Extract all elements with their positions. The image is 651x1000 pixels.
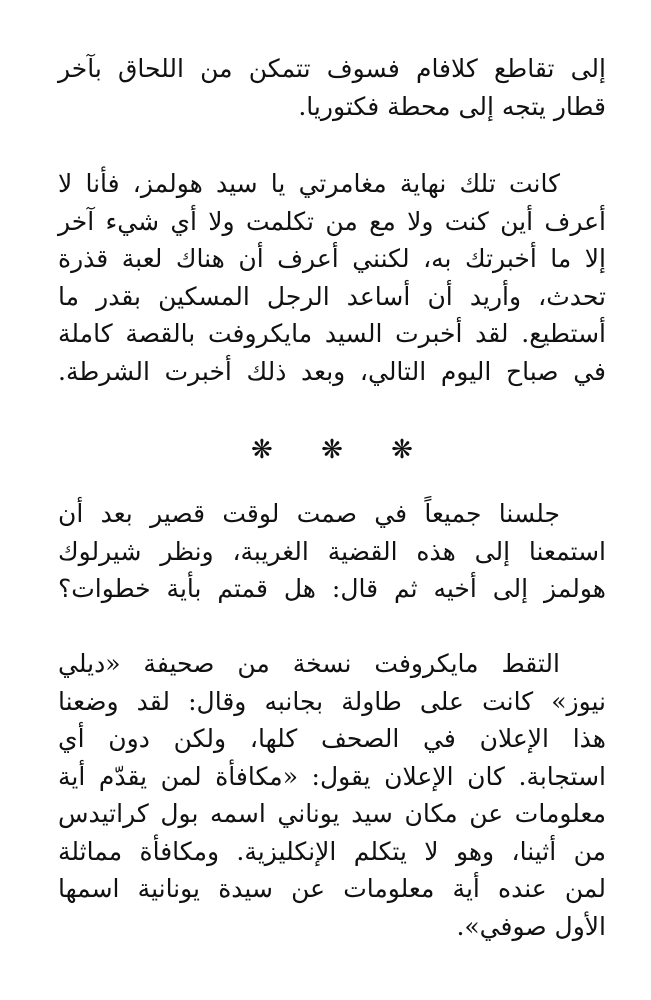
- text-line: التقط مايكروفت نسخة من صحيفة «ديلي: [58, 649, 560, 678]
- text-line: استجابة. كان الإعلان يقول: «مكافأة لمن يقدّم أية: [58, 761, 606, 791]
- paragraph-1: [58, 50, 606, 125]
- text-line: أستطيع. لقد أخبرت السيد مايكروفت بالقصة كاملة: [58, 319, 606, 348]
- text-line: هولمز إلى أخيه ثم قال: هل قمتم بأية خطوات؟: [58, 574, 606, 603]
- section-separator: ❋ ❋ ❋: [251, 435, 433, 465]
- text-line: معلومات عن مكان سيد يوناني اسمه بول كراتيدس: [58, 799, 606, 828]
- text-line: استمعنا إلى هذه القضية الغريبة، ونظر شيرلوك: [58, 536, 606, 566]
- text-line: نيوز» كانت على طاولة بجانبه وقال: لقد وضعنا: [58, 686, 606, 716]
- text-line: إلا ما أخبرتك به، لكنني أعرف أن هناك لعبة قذرة: [58, 244, 606, 273]
- paragraph-3: [58, 495, 606, 608]
- text-line: لمن عنده أية معلومات عن سيدة يونانية اسمها: [58, 874, 606, 903]
- text-line: جلسنا جميعاً في صمت لوقت قصير بعد أن: [58, 499, 560, 528]
- text-line: الأول صوفي».: [456, 911, 606, 941]
- paragraph-2: [58, 165, 606, 390]
- paragraph-4: [58, 645, 606, 945]
- text-line: قطار يتجه إلى محطة فكتوريا.: [298, 91, 606, 121]
- text-line: هذا الإعلان في الصحف كلها، ولكن دون أي: [58, 724, 606, 753]
- text-line: أعرف أين كنت ولا مع من تكلمت ولا أي شيء آخر: [58, 206, 606, 236]
- text-line: تحدث، وأريد أن أساعد الرجل المسكين بقدر ما: [58, 281, 606, 311]
- text-line: كانت تلك نهاية مغامرتي يا سيد هولمز، فأنا لا: [58, 169, 560, 198]
- text-line: إلى تقاطع كلافام فسوف تتمكن من اللحاق بآخر: [58, 54, 606, 83]
- text-line: من أثينا، وهو لا يتكلم الإنكليزية. ومكافأة مماثلة: [58, 836, 606, 866]
- text-line: في صباح اليوم التالي، وبعد ذلك أخبرت الشرطة.: [58, 356, 606, 386]
